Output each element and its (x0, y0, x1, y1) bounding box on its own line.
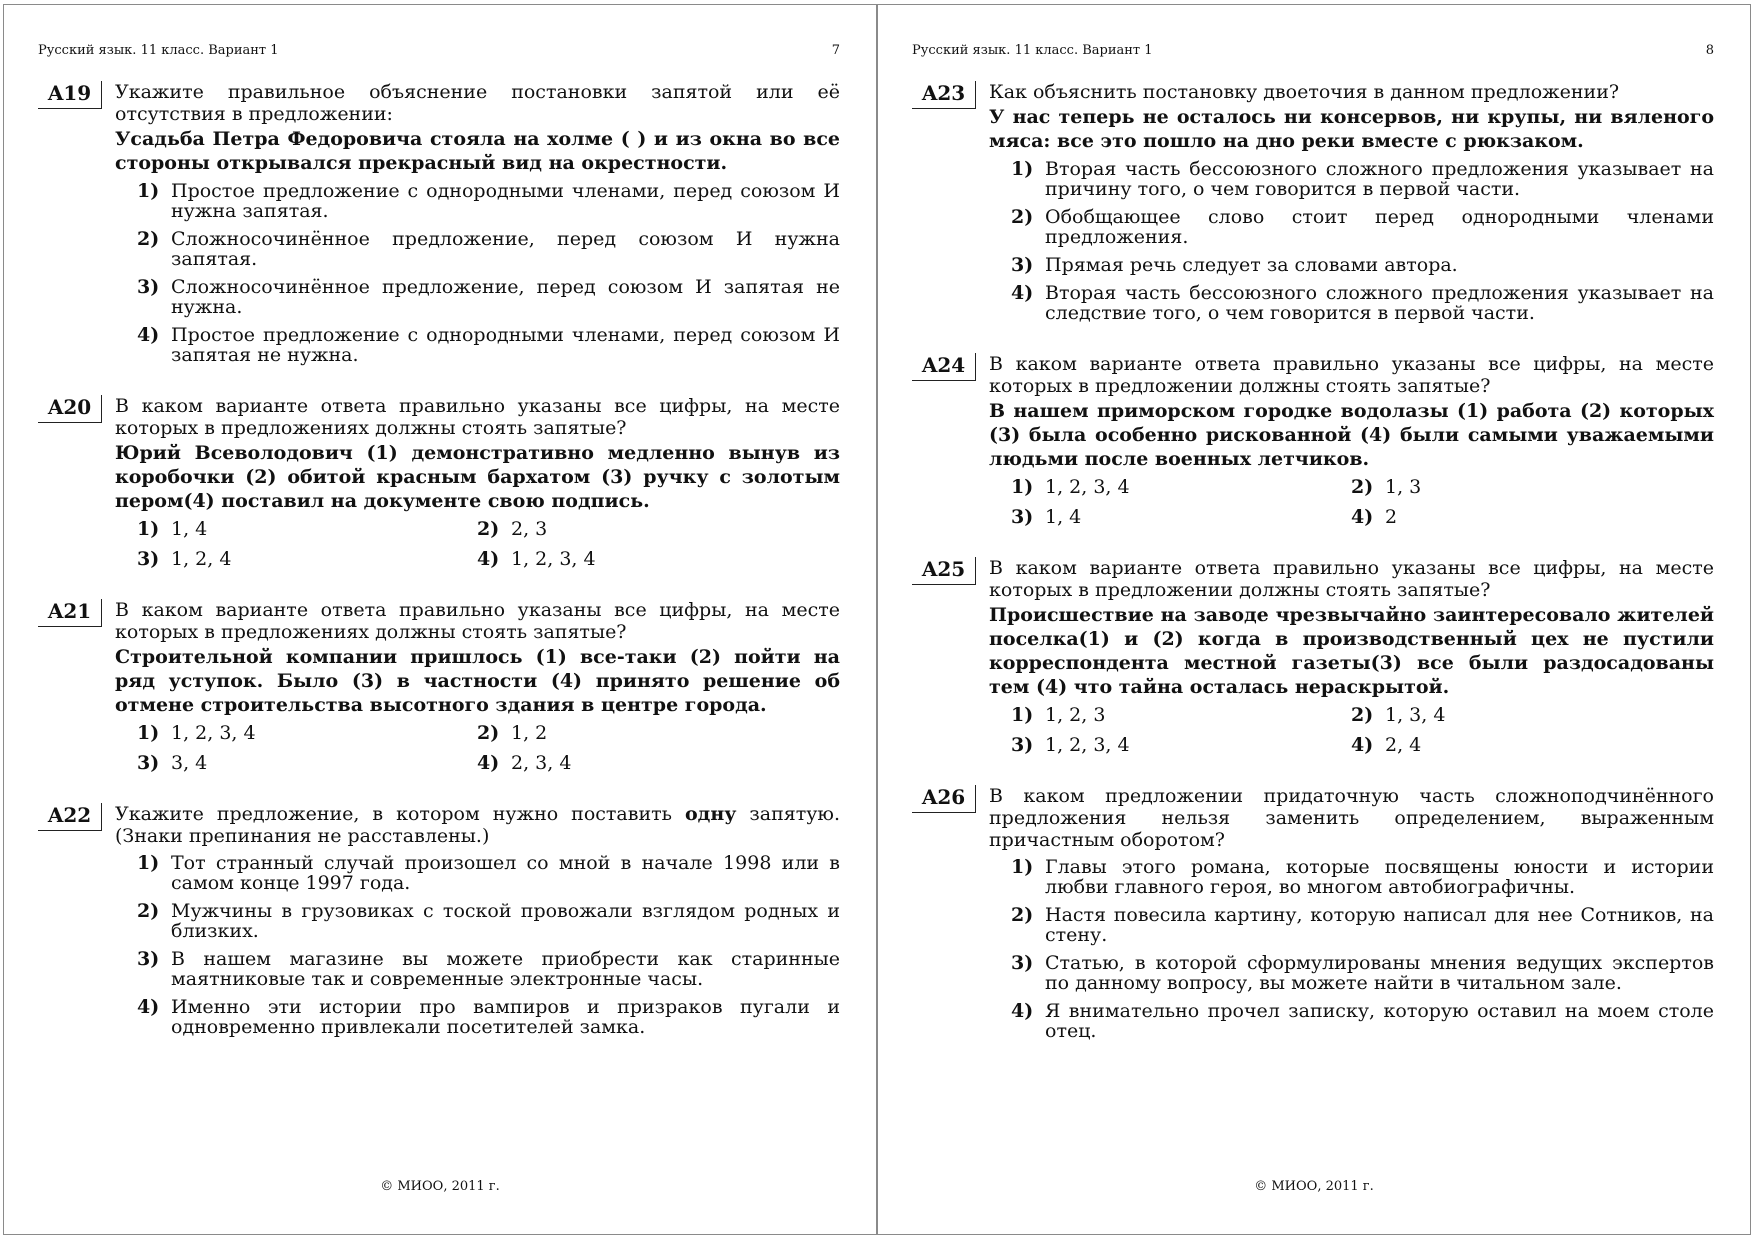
answer-option (1329, 735, 1629, 755)
task-number-box: A26 (912, 785, 976, 813)
task-prompt (989, 81, 1714, 103)
option-text: Сложносочинённое предложение, перед союзом И нужна запятая. (171, 228, 840, 270)
task-prompt (989, 353, 1714, 397)
option-text: 1, 2, 3, 4 (1045, 476, 1130, 498)
option-number: 3) (1011, 506, 1034, 528)
page-footer: © МИОО, 2011 г. (380, 1179, 500, 1194)
task-sentence: У нас теперь не осталось ни консервов, ни крупы, ни вяленого мяса: все это пошло на дно реки вместе с рюкзаком. (989, 106, 1714, 152)
option-number: 1) (1011, 476, 1034, 498)
answer-option (115, 549, 455, 569)
option-text: 3, 4 (171, 752, 208, 774)
option-number: 2) (1351, 476, 1374, 498)
task-number-box: A20 (38, 395, 102, 423)
task-sentence: В нашем приморском городке водолазы (1) работа (2) которых (3) была особенно рискованной (4) были самыми уважаемыми людьми после военных летчиков. (989, 400, 1714, 470)
task-number-box: A19 (38, 81, 102, 109)
answer-option (455, 753, 755, 773)
option-number: 4) (477, 752, 500, 774)
option-number: 3) (137, 948, 160, 970)
option-number: 4) (1011, 1000, 1034, 1022)
answer-option (989, 857, 1714, 897)
answer-option (115, 325, 840, 365)
option-text: Простое предложение с однородными членами, перед союзом И запятая не нужна. (171, 324, 840, 366)
prompt-text: В каком предложении придаточную часть сложноподчинённого предложения нельзя заменить определением, выраженным причастным оборотом? (989, 785, 1714, 851)
answer-option (455, 723, 755, 743)
option-number: 3) (137, 752, 160, 774)
option-text: Простое предложение с однородными членами, перед союзом И нужна запятая. (171, 180, 840, 222)
task-a22 (38, 803, 840, 1037)
prompt-text: В каком варианте ответа правильно указаны все цифры, на месте которых в предложении должны стоять запятые? (989, 557, 1714, 601)
task-a26 (912, 785, 1714, 1041)
option-number: 1) (1011, 856, 1034, 878)
page-left (3, 4, 877, 1235)
answer-option (455, 549, 755, 569)
header-title: Русский язык. 11 класс. Вариант 1 (912, 43, 1153, 58)
prompt-text: В каком варианте ответа правильно указаны все цифры, на месте которых в предложении должны стоять запятые? (989, 353, 1714, 397)
answer-option (989, 283, 1714, 323)
task-list (38, 81, 840, 1067)
task-a24 (912, 353, 1714, 527)
option-number: 4) (1351, 506, 1374, 528)
answer-option (989, 705, 1329, 725)
option-text: Сложносочинённое предложение, перед союзом И запятая не нужна. (171, 276, 840, 318)
prompt-text: запятую. (Знаки препинания не расставлены.) (115, 803, 840, 847)
option-text: 1, 2 (511, 722, 548, 744)
option-number: 2) (477, 722, 500, 744)
option-number: 2) (1011, 206, 1034, 228)
prompt-emphasis: одну (684, 803, 737, 825)
task-a25 (912, 557, 1714, 755)
option-text: 1, 2, 3, 4 (171, 722, 256, 744)
option-number: 3) (1011, 734, 1034, 756)
page-header (912, 43, 1714, 63)
answer-options (989, 705, 1714, 755)
option-text: 2, 3 (511, 518, 548, 540)
option-number: 1) (137, 722, 160, 744)
answer-option (989, 255, 1714, 275)
answer-option (989, 1001, 1714, 1041)
option-text: Обобщающее слово стоит перед однородными членами предложения. (1045, 206, 1714, 248)
task-prompt (115, 81, 840, 125)
page-number: 8 (1705, 43, 1714, 58)
task-a20 (38, 395, 840, 569)
prompt-text: В каком варианте ответа правильно указаны все цифры, на месте которых в предложениях должны стоять запятые? (115, 599, 840, 643)
answer-options (115, 519, 840, 569)
option-number: 4) (477, 548, 500, 570)
option-number: 2) (1011, 904, 1034, 926)
answer-options (989, 159, 1714, 323)
option-number: 1) (1011, 704, 1034, 726)
answer-option (115, 997, 840, 1037)
answer-option (115, 181, 840, 221)
option-text: В нашем магазине вы можете приобрести как старинные маятниковые так и современные электронные часы. (171, 948, 840, 990)
task-sentence: Происшествие на заводе чрезвычайно заинтересовало жителей поселка(1) и (2) когда в производственный цех не пустили корреспондента местной газеты(3) все были раздосадованы тем (4) что тайна осталась нераскрытой. (989, 604, 1714, 698)
option-number: 2) (1351, 704, 1374, 726)
answer-option (1329, 477, 1629, 497)
answer-options (989, 477, 1714, 527)
answer-option (455, 519, 755, 539)
task-sentence: Строительной компании пришлось (1) все-таки (2) пойти на ряд уступок. Было (3) в частности (4) принято решение об отмене строительства высотного здания в центре города. (115, 646, 840, 716)
task-prompt (115, 599, 840, 643)
task-sentence: Юрий Всеволодович (1) демонстративно медленно вынув из коробочки (2) обитой красным бархатом (3) ручку с золотым пером(4) поставил на документе свою подпись. (115, 442, 840, 512)
task-a23 (912, 81, 1714, 323)
task-a19 (38, 81, 840, 365)
answer-option (989, 159, 1714, 199)
option-text: Статью, в которой сформулированы мнения ведущих экспертов по данному вопросу, вы можете найти в читальном зале. (1045, 952, 1714, 994)
option-number: 2) (137, 228, 160, 250)
task-number-box: A23 (912, 81, 976, 109)
option-number: 2) (137, 900, 160, 922)
task-number-box: A24 (912, 353, 976, 381)
option-number: 4) (1351, 734, 1374, 756)
option-text: 1, 3, 4 (1385, 704, 1446, 726)
option-number: 4) (137, 324, 160, 346)
answer-option (115, 901, 840, 941)
prompt-text: В каком варианте ответа правильно указаны все цифры, на месте которых в предложениях должны стоять запятые? (115, 395, 840, 439)
option-text: 1, 4 (1045, 506, 1082, 528)
answer-option (115, 277, 840, 317)
option-number: 1) (137, 518, 160, 540)
option-text: Вторая часть бессоюзного сложного предложения указывает на причину того, о чем говорится в первой части. (1045, 158, 1714, 200)
answer-option (115, 519, 455, 539)
task-prompt (115, 395, 840, 439)
option-text: Прямая речь следует за словами автора. (1045, 254, 1458, 276)
option-text: 1, 3 (1385, 476, 1422, 498)
answer-option (115, 949, 840, 989)
option-text: Вторая часть бессоюзного сложного предложения указывает на следствие того, о чем говорится в первой части. (1045, 282, 1714, 324)
prompt-text: Как объяснить постановку двоеточия в данном предложении? (989, 81, 1620, 103)
task-a21 (38, 599, 840, 773)
page-footer: © МИОО, 2011 г. (1254, 1179, 1374, 1194)
answer-options (115, 723, 840, 773)
prompt-text: Укажите правильное объяснение постановки запятой или её отсутствия в предложении: (115, 81, 840, 125)
task-list (912, 81, 1714, 1071)
page-header (38, 43, 840, 63)
answer-option (1329, 705, 1629, 725)
option-text: Главы этого романа, которые посвящены юности и истории любви главного героя, во многом автобиографичны. (1045, 856, 1714, 898)
answer-option (989, 735, 1329, 755)
option-number: 3) (1011, 952, 1034, 974)
answer-option (115, 229, 840, 269)
task-number-box: A22 (38, 803, 102, 831)
header-title: Русский язык. 11 класс. Вариант 1 (38, 43, 279, 58)
option-number: 1) (1011, 158, 1034, 180)
page-right (877, 4, 1751, 1235)
option-text: Я внимательно прочел записку, которую оставил на моем столе отец. (1045, 1000, 1714, 1042)
option-number: 1) (137, 180, 160, 202)
answer-option (989, 477, 1329, 497)
option-text: 1, 2, 3, 4 (511, 548, 596, 570)
option-text: Именно эти истории про вампиров и призраков пугали и одновременно привлекали посетителей замка. (171, 996, 840, 1038)
task-prompt (989, 557, 1714, 601)
answer-options (115, 181, 840, 365)
answer-option (115, 723, 455, 743)
answer-option (989, 507, 1329, 527)
option-text: Мужчины в грузовиках с тоской провожали взглядом родных и близких. (171, 900, 840, 942)
task-sentence: Усадьба Петра Федоровича стояла на холме ( ) и из окна во все стороны открывался прекрасный вид на окрестности. (115, 128, 840, 174)
option-text: 1, 2, 3, 4 (1045, 734, 1130, 756)
option-text: Настя повесила картину, которую написал для нее Сотников, на стену. (1045, 904, 1714, 946)
page-number: 7 (831, 43, 840, 58)
option-number: 3) (137, 276, 160, 298)
answer-option (989, 207, 1714, 247)
option-text: 1, 4 (171, 518, 208, 540)
task-prompt (989, 785, 1714, 851)
answer-option (1329, 507, 1629, 527)
task-number-box: A21 (38, 599, 102, 627)
task-number-box: A25 (912, 557, 976, 585)
option-text: 2 (1385, 506, 1398, 528)
option-text: 2, 4 (1385, 734, 1422, 756)
answer-option (115, 853, 840, 893)
option-number: 4) (1011, 282, 1034, 304)
answer-options (115, 853, 840, 1037)
option-text: 1, 2, 4 (171, 548, 232, 570)
option-number: 1) (137, 852, 160, 874)
option-text: 1, 2, 3 (1045, 704, 1106, 726)
answer-options (989, 857, 1714, 1041)
answer-option (989, 953, 1714, 993)
answer-option (115, 753, 455, 773)
prompt-text: Укажите предложение, в котором нужно поставить (115, 803, 685, 825)
answer-option (989, 905, 1714, 945)
option-number: 2) (477, 518, 500, 540)
task-prompt (115, 803, 840, 847)
option-number: 3) (1011, 254, 1034, 276)
option-number: 3) (137, 548, 160, 570)
option-text: 2, 3, 4 (511, 752, 572, 774)
option-number: 4) (137, 996, 160, 1018)
option-text: Тот странный случай произошел со мной в начале 1998 или в самом конце 1997 года. (171, 852, 840, 894)
